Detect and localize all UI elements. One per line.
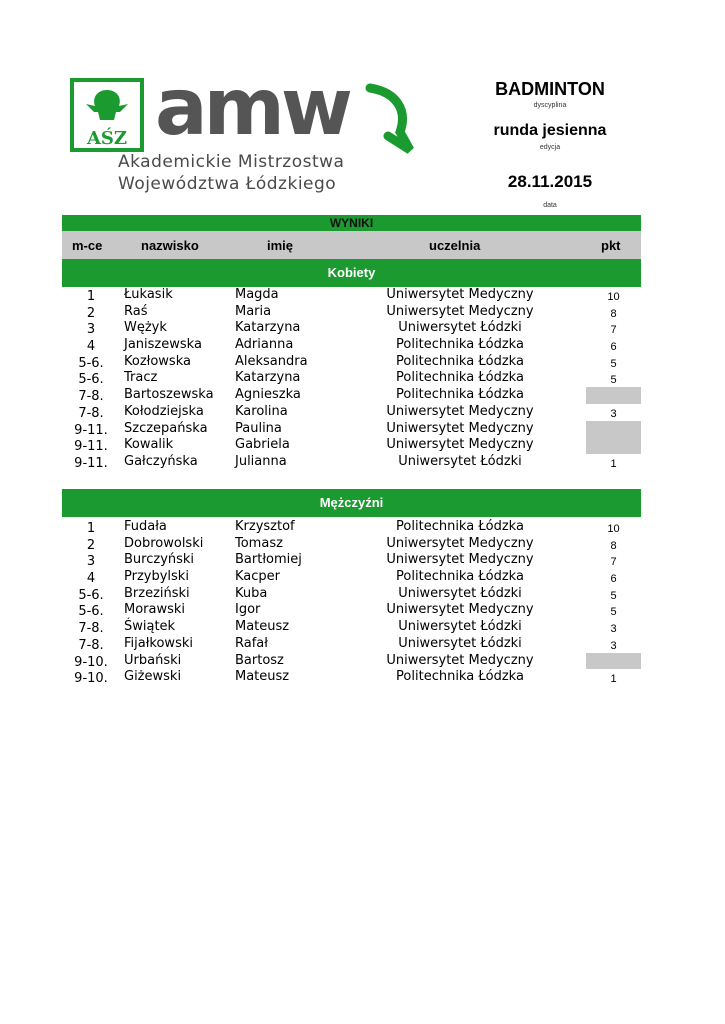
surname-cell: Bartoszewska [124,387,214,403]
surname-cell: Burczyński [124,552,195,568]
amw-wordmark [155,76,410,153]
edition-title: runda jesienna [493,122,607,139]
points-cell: 8 [610,539,617,552]
surname-cell: Szczepańska [124,420,208,436]
first-name-cell: Krzysztof [235,519,295,534]
table-row [62,586,641,603]
university-cell: Uniwersytet Łódzki [398,635,522,651]
university-cell: Uniwersytet Medyczny [386,437,534,453]
table-row [62,602,641,619]
table-row [62,387,641,404]
place-cell: 3 [86,322,96,338]
first-name-cell: Bartłomiej [235,552,302,568]
university-cell: Uniwersytet Medyczny [386,403,534,419]
first-name-cell: Bartosz [235,652,284,668]
first-name-cell: Tomasz [235,535,283,551]
university-cell: Uniwersytet Medyczny [386,652,534,668]
table-row [62,636,641,653]
event-date: 28.11.2015 [507,172,593,191]
discipline-caption: dyscyplina [533,102,567,109]
place-cell: 1 [86,289,96,304]
first-name-cell: Kacper [235,569,281,585]
points-cell: 7 [610,324,617,337]
asz-amw-logo-graphic [70,76,420,156]
first-name-cell: Magda [235,287,279,302]
surname-cell: Raś [124,303,148,319]
surname-cell: Brzeziński [124,585,190,601]
points-cell [586,387,641,404]
table-row [62,337,641,354]
surname-cell: Urbański [124,652,182,668]
table-row [62,519,641,536]
university-cell: Uniwersytet Medyczny [386,287,534,302]
place-cell: 7-8. [78,405,104,421]
table-row [62,354,641,371]
surname-cell: Tracz [124,370,158,386]
points-cell: 3 [610,623,617,636]
logo-line-2: Województwa Łódzkiego [118,174,337,194]
table-row [62,454,641,471]
svg-text:amw: amw [155,76,349,153]
results-title: WYNIKI [62,215,641,231]
first-name-cell: Kuba [235,585,268,601]
place-cell: 4 [86,571,96,587]
place-cell: 7-8. [78,389,104,405]
section-women: Kobiety [62,259,641,287]
men-results-table [62,519,641,686]
points-cell: 5 [610,357,617,370]
surname-cell: Janiszewska [124,337,202,353]
points-cell: 3 [610,639,617,652]
table-row [62,569,641,586]
table-row [62,370,641,387]
first-name-cell: Katarzyna [235,320,301,336]
university-cell: Uniwersytet Łódzki [398,585,522,601]
points-cell: 10 [607,291,620,303]
points-cell: 5 [610,374,617,387]
date-caption: data [543,202,557,209]
asz-shield-icon [72,80,142,150]
first-name-cell: Julianna [235,453,287,469]
surname-cell: Świątek [124,619,176,635]
col-name: imię [267,238,294,253]
edition-caption: edycja [539,144,561,151]
university-cell: Politechnika Łódzka [396,387,524,403]
surname-cell: Kołodziejska [124,403,204,419]
surname-cell: Kowalik [124,437,174,453]
place-cell: 9-11. [74,439,108,455]
first-name-cell: Maria [235,303,272,319]
surname-cell: Kozłowska [124,353,191,369]
col-place: m-ce [72,238,103,253]
place-cell: 7-8. [78,621,104,637]
points-cell [586,653,641,670]
place-cell: 5-6. [78,587,104,603]
place-cell: 4 [86,339,96,355]
surname-cell: Fudała [124,519,167,534]
points-cell: 3 [610,407,617,420]
women-results-table [62,287,641,471]
university-cell: Uniwersytet Medyczny [386,602,534,618]
university-cell: Politechnika Łódzka [396,519,524,534]
table-row [62,287,641,304]
first-name-cell: Gabriela [235,437,290,453]
points-cell: 7 [610,556,617,569]
table-row [62,653,641,670]
first-name-cell: Igor [235,602,261,618]
first-name-cell: Mateusz [235,669,290,685]
section-men: Mężczyźni [62,489,641,517]
place-cell: 9-10. [74,671,108,687]
surname-cell: Dobrowolski [124,535,204,551]
first-name-cell: Karolina [235,403,288,419]
svg-text:AŚZ: AŚZ [86,128,128,149]
column-header-row [62,231,641,259]
place-cell: 5-6. [78,604,104,620]
university-cell: Uniwersytet Łódzki [398,619,522,635]
points-cell: 5 [610,606,617,619]
place-cell: 5-6. [78,372,104,388]
points-cell: 8 [610,307,617,320]
table-row [62,552,641,569]
first-name-cell: Mateusz [235,619,290,635]
university-cell: Uniwersytet Łódzki [398,320,522,336]
discipline-title: BADMINTON [495,79,605,99]
place-cell: 9-10. [74,654,108,670]
points-cell: 6 [610,573,617,586]
first-name-cell: Agnieszka [235,387,301,403]
first-name-cell: Katarzyna [235,370,301,386]
university-cell: Uniwersytet Medyczny [386,420,534,436]
table-row [62,669,641,686]
table-row [62,437,641,454]
points-cell [586,421,641,438]
table-row [62,421,641,438]
university-cell: Politechnika Łódzka [396,569,524,585]
place-cell: 9-11. [74,422,108,438]
surname-cell: Gałczyńska [124,453,198,469]
university-cell: Uniwersytet Łódzki [398,453,522,469]
university-cell: Uniwersytet Medyczny [386,535,534,551]
table-row [62,536,641,553]
first-name-cell: Rafał [235,635,268,651]
logo-line-1: Akademickie Mistrzostwa [118,152,345,172]
university-cell: Uniwersytet Medyczny [386,552,534,568]
place-cell: 2 [86,537,96,553]
place-cell: 9-11. [74,455,108,471]
points-cell: 6 [610,341,617,354]
place-cell: 2 [86,305,96,321]
place-cell: 5-6. [78,355,104,371]
col-points: pkt [601,238,621,253]
surname-cell: Morawski [124,602,186,618]
col-surname: nazwisko [141,238,199,253]
university-cell: Politechnika Łódzka [396,337,524,353]
university-cell: Politechnika Łódzka [396,370,524,386]
university-cell: Uniwersytet Medyczny [386,303,534,319]
first-name-cell: Adrianna [235,337,294,353]
place-cell: 1 [86,521,96,536]
surname-cell: Przybylski [124,569,189,585]
table-row [62,320,641,337]
university-cell: Politechnika Łódzka [396,353,524,369]
place-cell: 3 [86,554,96,570]
first-name-cell: Aleksandra [235,353,308,369]
points-cell: 10 [607,523,620,535]
table-row [62,304,641,321]
table-row [62,404,641,421]
points-cell: 5 [610,589,617,602]
points-cell: 1 [610,673,617,686]
surname-cell: Wężyk [124,320,167,336]
surname-cell: Łukasik [124,287,173,302]
table-row [62,619,641,636]
surname-cell: Fijałkowski [124,635,193,651]
points-cell [586,437,641,454]
points-cell: 1 [610,457,617,470]
col-university: uczelnia [429,238,481,253]
place-cell: 7-8. [78,637,104,653]
university-cell: Politechnika Łódzka [396,669,524,685]
surname-cell: Giżewski [124,669,182,685]
first-name-cell: Paulina [235,420,282,436]
